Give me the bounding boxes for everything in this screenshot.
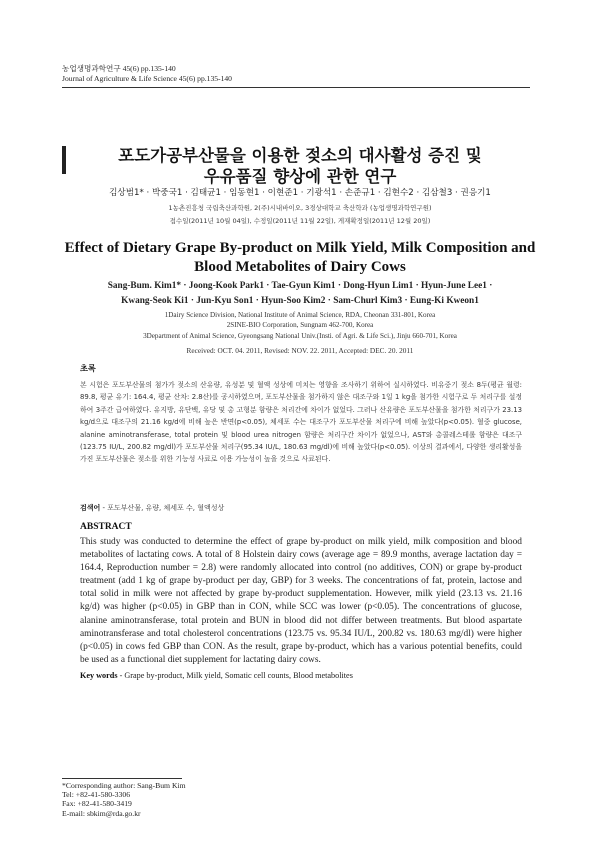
english-keywords-list: - Grape by-product, Milk yield, Somatic cell counts, Blood metabolites — [117, 671, 353, 680]
contact-tel: Tel: +82-41-580-3306 — [62, 790, 131, 800]
footnote-divider — [62, 778, 182, 779]
english-abstract-body: This study was conducted to determine the effect of grape by-product on milk yield, milk composition and blood metabolites of lactating cows. A total of 8 Holstein dairy cows (average age = 89.9 months, average lactation day = 164.4, Reproduction number = 2.8) were randomly allocated into control (no additives, CON) or grape by-product treatment (add 1 kg of grape by-product per day, GBP) for 3 weeks. The concentrations of fat, protein, lactose and total solid in milk were not affected by grape by-product supplementation. However, milk yield (23.13 vs. 21.16 kg/d) was higher (p<0.05) in GBP than in CON, while SCC was lower (p<0.05). The concentrations of glucose, alanine aminotransferase, total protein and BUN in blood did not differ between treatments. But blood aspartate aminotransferase and total cholesterol concentrations (123.75 vs. 95.34 IU/L, 200.82 vs. 180.63 mg/dl) were higher (p<0.05) in cows fed GBP than CON. As the result, grape by-product, which has a various potential benefits, could be used as a functional diet supplement for lactating dairy cows. — [80, 537, 522, 665]
korean-affiliations: 1농촌진흥청 국립축산과학원, 2(주)시내바이오, 3경상대학교 축산학과 (농업생명과학연구원) — [168, 204, 432, 212]
journal-header — [62, 64, 232, 84]
english-authors-line1: Sang-Bum. Kim1* · Joong-Kook Park1 · Tae-Gyun Kim1 · Dong-Hyun Lim1 · Hyun-June Lee1 · — [107, 281, 493, 291]
english-affiliation-2: 2SINE-BIO Corporation, Sungnam 462-700, Korea — [226, 321, 374, 329]
english-abstract-heading: ABSTRACT — [80, 522, 132, 532]
journal-citation-en: Journal of Agriculture & Life Science 45(6) pp.135-140 — [62, 74, 232, 83]
korean-title-line1: 포도가공부산물을 이용한 젖소의 대사활성 증진 및 — [118, 146, 482, 165]
korean-abstract-heading: 초록 — [80, 363, 96, 373]
english-affiliation-1: 1Dairy Science Division, National Institute of Animal Science, RDA, Cheonan 331-801, Korea — [164, 311, 436, 319]
english-dates: Received: OCT. 04. 2011, Revised: NOV. 22. 2011, Accepted: DEC. 20. 2011 — [186, 346, 414, 355]
english-keywords — [80, 671, 353, 680]
english-authors-line2: Kwang-Seok Ki1 · Jun-Kyu Son1 · Hyun-Soo Kim2 · Sam-Churl Kim3 · Eung-Ki Kweon1 — [121, 296, 479, 306]
korean-title-line2: 우유품질 향상에 관한 연구 — [203, 167, 397, 186]
korean-authors: 김상범1* · 박중국1 · 김태균1 · 임동현1 · 이현준1 · 기광석1 · 손준규1 · 김현수2 · 김삼철3 · 권응기1 — [109, 188, 491, 198]
english-affiliation-3: 3Department of Animal Science, Gyeongsang National Univ.(Insti. of Agri. & Life Sci.), Jinju 660-701, Korea — [143, 332, 457, 340]
header-divider — [62, 87, 530, 88]
korean-dates: 접수일(2011년 10월 04일), 수정일(2011년 11월 22일), 게재확정일(2011년 12월 20일) — [169, 217, 431, 225]
korean-keywords-list: - 포도부산물, 유량, 체세포 수, 혈액성상 — [100, 504, 225, 512]
korean-keywords — [80, 503, 224, 513]
korean-abstract-body: 본 시험은 포도부산물의 첨가가 젖소의 산유량, 유성분 및 혈액 성상에 미치는 영향을 조사하기 위하여 실시하였다. 비유중기 젖소 8두(평균 월령: 89.8, 평균 유기: 164.4, 평균 산차: 2.8산)를 공시하였으며, 포도부산물을 첨가하지 않은 대조구와 1일 1 kg을 첨가한 시험구로 두 처리구를 설정하여 3주간 급여하였다. 유지방, 유단백, 유당 및 총 고형분 함량은 처리간에 차이가 없었다. 그러나 산유량은 포도부산물을 첨가한 처리구가 23.13 kg/d으로 대조구의 21.16 kg/d에 비해 높은 반면(p<0.05), 체세포 수는 대조구가 포도부산물 처리구에 비해 높았다(p<0.05). 혈중 glucose, alanine aminotransferase, total protein 및 blood urea nitrogen 함량은 처리구간 차이가 없었으나, AST와 총콜레스테롤 함량은 대조구(123.75 IU/L, 200.82 mg/dl)가 포도부산물 처리구(95.34 IU/L, 180.63 mg/dl)에 비해 높았다(p<0.05). 이상의 결과에서, 다양한 생리활성을 가진 포도부산물은 젖소를 위한 기능성 사료로 이용 가능성이 높을 것으로 사료된다. — [80, 381, 522, 464]
english-keywords-label: Key words — [80, 671, 118, 680]
english-title-line2: Blood Metabolites of Dairy Cows — [194, 259, 406, 275]
contact-email[interactable]: E-mail: sbkim@rda.go.kr — [62, 808, 141, 818]
footnote — [62, 781, 186, 818]
journal-citation-kr: 농업생명과학연구 45(6) pp.135-140 — [62, 64, 176, 73]
english-title-line1: Effect of Dietary Grape By-product on Milk Yield, Milk Composition and — [64, 240, 536, 256]
corresponding-author: *Corresponding author: Sang-Bum Kim — [62, 781, 186, 790]
contact-fax: Fax: +82-41-580-3419 — [62, 799, 132, 809]
korean-keywords-label: 검색어 — [80, 504, 101, 512]
